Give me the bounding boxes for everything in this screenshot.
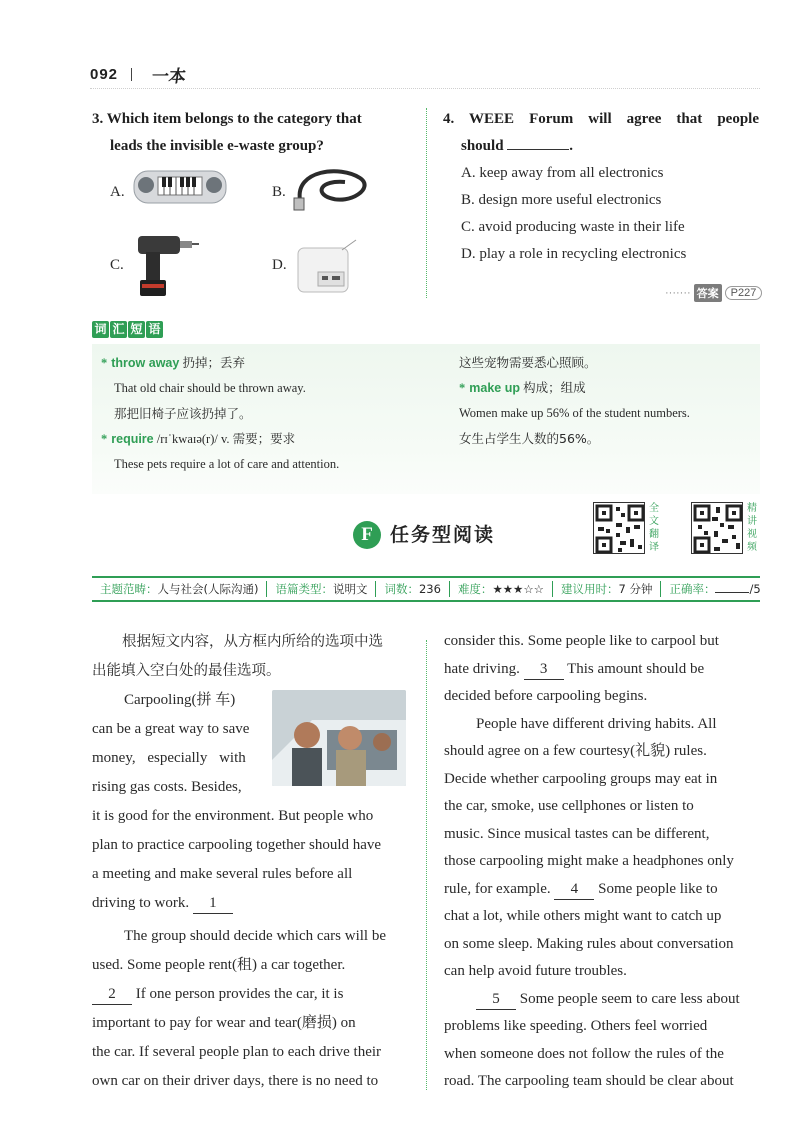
question-3-line2: leads the invisible e-waste group? <box>110 138 324 154</box>
q3-option-d-label: D. <box>272 257 287 273</box>
power-drill-icon <box>130 230 200 300</box>
header-rule <box>90 88 760 89</box>
qr-code-video-icon[interactable] <box>691 502 743 554</box>
brand-logo: 一本 <box>150 67 188 87</box>
vocab-example: That old chair should be thrown away. <box>114 381 306 395</box>
passage-right-column: consider this. Some people like to carpool but hate driving. 3 This amount should be decided before carpooling begins. People have different driving habits. All should agree on a few courtesy(礼貌) rules. Decide whether carpooling groups may eat in the car, smoke, use cellphones or listen to music. Since musical tastes can be different, those carpooling might make a headphones only rule, for example. 4 Some people like to chat a lot, while others might want to catch up on some sleep. Making rules about conversation can help avoid future troubles. 5 Some people seem to care less about problems like speeding. Others feel worried when someone does not follow the rules of the road. The carpooling team should be clear about <box>444 633 740 1089</box>
question-3-line1: 3. Which item belongs to the category that <box>92 111 362 127</box>
vocab-example: Women make up 56% of the student numbers. <box>459 406 690 420</box>
q4-option-d[interactable]: D. play a role in recycling electronics <box>461 246 687 262</box>
vocab-entry-make-up: * make up 构成；组成 <box>459 380 586 395</box>
vocab-heading-char-4: 语 <box>146 321 163 338</box>
blank-2[interactable]: 2 <box>92 984 132 1005</box>
info-genre: 语篇类型：说明文 <box>267 581 376 597</box>
qr-translation-label: 全文翻译 <box>649 503 659 553</box>
blank-3[interactable]: 3 <box>524 659 564 680</box>
question-4-line2: should . <box>443 133 759 160</box>
vocab-heading-char-1: 词 <box>92 321 109 338</box>
vocab-translation: 那把旧椅子应该扔掉了。 <box>114 406 252 421</box>
blank-5[interactable]: 5 <box>476 989 516 1010</box>
answer-page: P227 <box>725 286 763 300</box>
vocab-entry-require: * require /rɪˈkwaɪə(r)/ v. 需要；要求 <box>101 431 296 446</box>
vocab-heading-char-3: 短 <box>128 321 145 338</box>
vocab-translation: 这些宠物需要悉心照顾。 <box>459 355 597 370</box>
answer-reference <box>665 284 762 302</box>
vocab-entry-throw-away: * throw away 扔掉；丢弃 <box>101 355 245 370</box>
accuracy-blank[interactable] <box>715 581 749 593</box>
instruction: 根据短文内容，从方框内所给的选项中选 出能填入空白处的最佳选项。 <box>92 634 383 679</box>
info-word-count: 词数：236 <box>376 581 449 597</box>
column-divider-top <box>426 108 427 298</box>
answer-tag: 答案 <box>694 284 722 302</box>
vocab-right-column <box>459 350 759 451</box>
header-separator <box>131 68 132 81</box>
blank-4[interactable]: 4 <box>554 879 594 900</box>
info-bar <box>92 576 760 602</box>
question-3 <box>92 106 410 160</box>
toy-keyboard-icon <box>130 163 230 209</box>
qr-code-translation-icon[interactable] <box>593 502 645 554</box>
vocab-left-column <box>101 350 431 477</box>
vocab-heading <box>92 321 163 338</box>
vocab-example: These pets require a lot of care and attention. <box>114 457 340 471</box>
info-difficulty: 难度：★★★☆☆ <box>450 581 553 597</box>
q3-option-a-label: A. <box>110 184 125 200</box>
section-letter-badge: F <box>353 521 381 549</box>
q4-option-a[interactable]: A. keep away from all electronics <box>461 165 664 181</box>
question-4-line1: 4. WEEE Forum will agree that people <box>443 111 759 127</box>
passage-paragraph-2: The group should decide which cars will be used. Some people rent(租) a car together. 2 If one person provides the car, it is important to pay for wear and tear(磨损) on the car. If several people plan to each drive their own car on their driver days, there is no need to <box>92 928 387 1089</box>
section-title: 任务型阅读 <box>390 524 496 546</box>
info-time: 建议用时：7 分钟 <box>553 581 661 597</box>
q3-option-c-label: C. <box>110 257 124 273</box>
qr-video-label: 精讲视频 <box>747 503 757 553</box>
page-number: 092 <box>90 66 119 83</box>
column-divider-bottom <box>426 640 427 1090</box>
blank-1[interactable]: 1 <box>193 893 233 914</box>
vocab-heading-char-2: 汇 <box>110 321 127 338</box>
question-4-blank[interactable] <box>507 135 569 150</box>
vocab-translation: 女生占学生人数的56%。 <box>459 431 600 446</box>
passage-paragraph-1: Carpooling(拼 车) can be a great way to save money, especially with rising gas costs. Besides, it is good for the environment. But people who plan to practice carpooling together should have a meeting and make several rules before all driving to work. 1 <box>92 686 406 918</box>
question-4-options <box>461 160 761 268</box>
answer-dots: ······· <box>665 287 691 299</box>
power-bank-icon <box>292 236 362 300</box>
info-theme: 主题范畴：人与社会(人际沟通) <box>92 581 267 597</box>
question-4 <box>443 106 759 160</box>
q3-option-b-label: B. <box>272 184 286 200</box>
q4-option-c[interactable]: C. avoid producing waste in their life <box>461 219 685 235</box>
q4-option-b[interactable]: B. design more useful electronics <box>461 192 662 208</box>
info-accuracy: 正确率： /5 <box>669 582 761 596</box>
network-cable-icon <box>290 160 380 215</box>
